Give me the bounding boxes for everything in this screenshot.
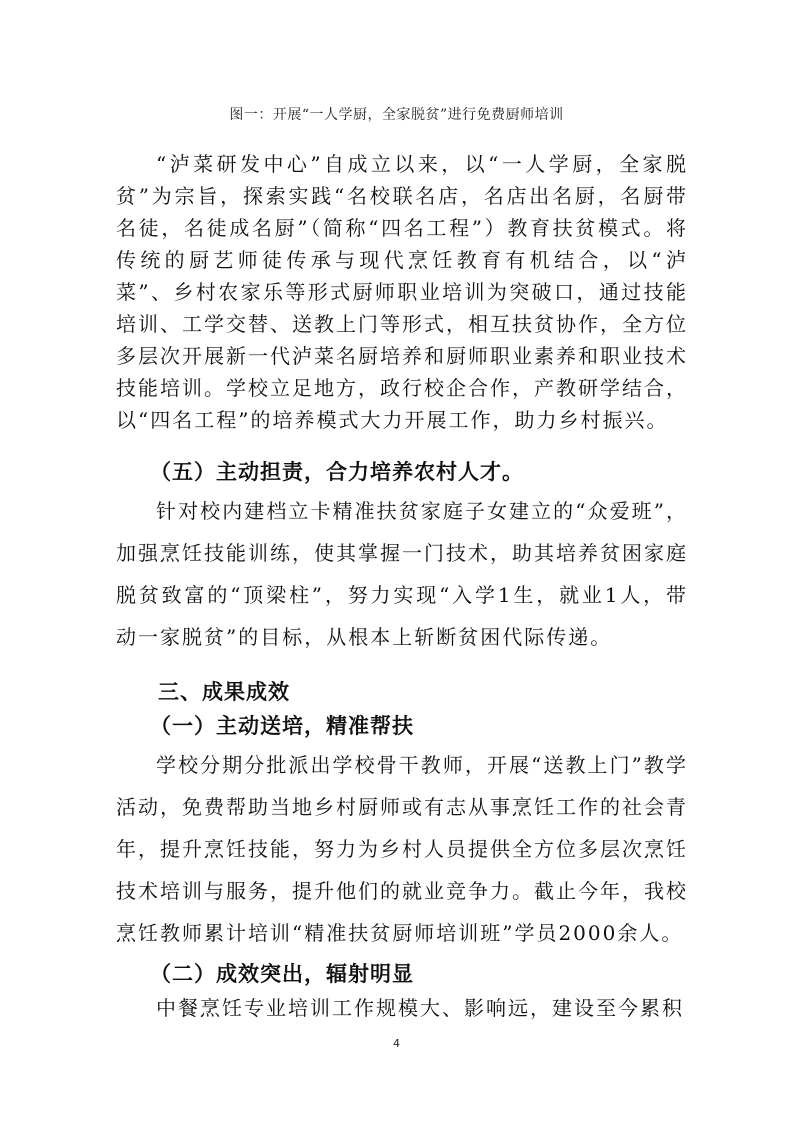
heading-section-five: （五）主动担责，合力培养农村人才。 <box>150 460 524 484</box>
figure-caption: 图一：开展“一人学厨，全家脱贫”进行免费厨师培训 <box>229 107 564 123</box>
paragraph-training-outreach: 学校分期分批派出学校骨干教师，开展“送教上门”教学活动，免费帮助当地乡村厨师或有志从事烹饪工作的社会青年，提升烹饪技能，努力为乡村人员提供全方位多层次烹饪技术培训与服务，提升他们的就业竞争力。截止今年，我校烹饪教师累计培训“精准扶贫厨师培训班”学员2000余人。 <box>116 753 688 945</box>
paragraph-center-intro: “泸菜研发中心”自成立以来，以“一人学厨，全家脱贫”为宗旨，探索实践“名校联名店，名店出名厨，名厨带名徒，名徒成名厨”（简称“四名工程”）教育扶贫模式。将传统的厨艺师徒传承与现代烹饪教育有机结合，以“泸菜”、乡村农家乐等形式厨师职业培训为突破口，通过技能培训、工学交替、送教上门等形式，相互扶贫协作，全方位多层次开展新一代泸菜名厨培养和厨师职业素养和职业技术技能培训。学校立足地方，政行校企合作，产教研学结合，以“四名工程”的培养模式大力开展工作，助力乡村振兴。 <box>116 152 688 432</box>
paragraph-scale: 中餐烹饪专业培训工作规模大、影响远，建设至今累积 <box>156 996 684 1020</box>
heading-results: 三、成果成效 <box>158 680 290 704</box>
heading-sub-two: （二）成效突出，辐射明显 <box>150 962 414 986</box>
page-number: 4 <box>393 1037 400 1050</box>
heading-sub-one: （一）主动送培，精准帮扶 <box>150 714 414 738</box>
paragraph-zhongai-class: 针对校内建档立卡精准扶贫家庭子女建立的“众爱班”，加强烹饪技能训练，使其掌握一门技术，助其培养贫困家庭脱贫致富的“顶梁柱”，努力实现“入学1生，就业1人，带动一家脱贫”的目标，从根本上斩断贫困代际传递。 <box>116 499 688 649</box>
